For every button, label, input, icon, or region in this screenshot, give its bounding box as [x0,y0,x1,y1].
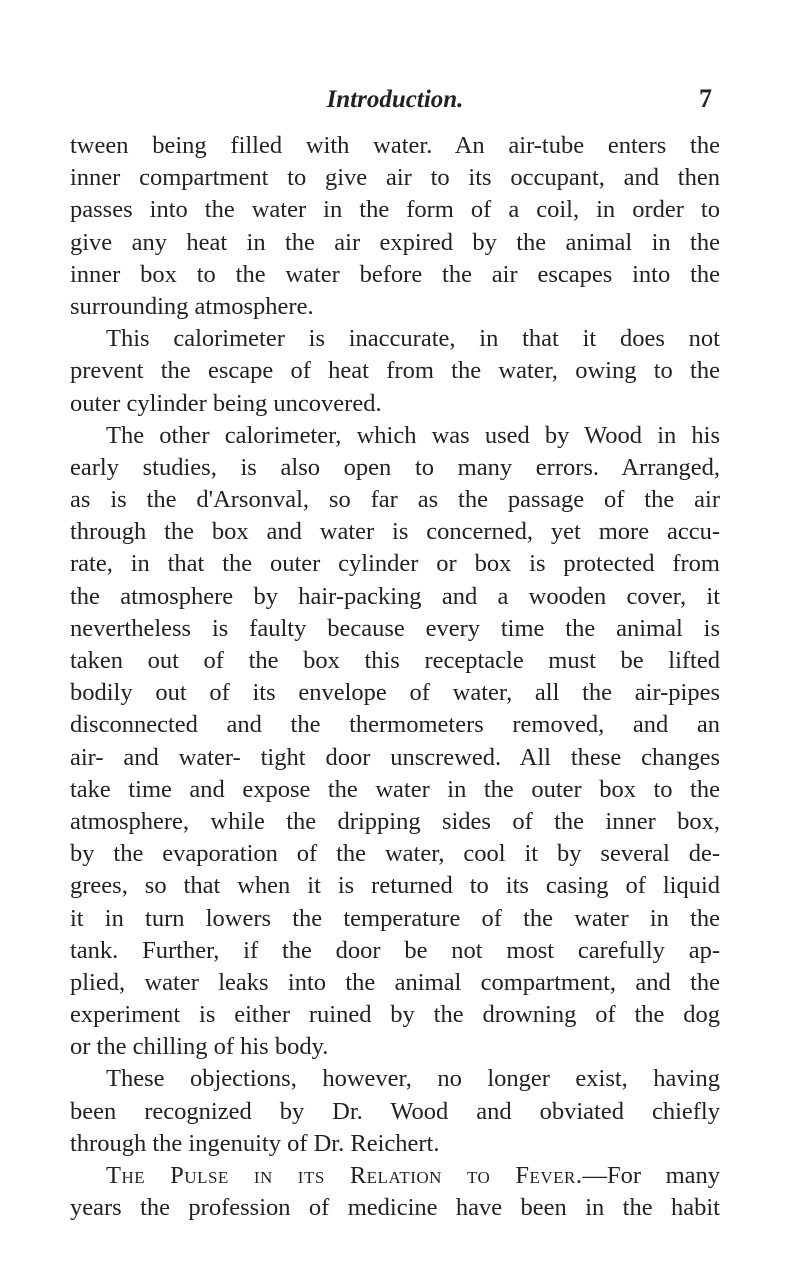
text-line: rate, in that the outer cylinder or box is protected from [70,550,720,578]
text-line: years the profession of medicine have been in the habit [70,1194,720,1222]
running-head [70,82,720,122]
text-line: through the ingenuity of Dr. Reichert. [70,1129,440,1157]
text-line: The other calorimeter, which was used by Wood in his [106,421,720,449]
text-line: bodily out of its envelope of water, all the air-pipes [70,679,720,707]
text-line: been recognized by Dr. Wood and obviated chiefly [70,1097,720,1125]
section-first-line-rest: —For many [582,1162,721,1189]
text-line: nevertheless is faulty because every time the animal is [70,614,720,642]
text-line: the atmosphere by hair-packing and a wooden cover, it [70,582,720,610]
text-line: tween being filled with water. An air-tube enters the [70,132,720,159]
section-heading: The Pulse in its Relation to Fever. [106,1162,583,1189]
text-line: give any heat in the air expired by the animal in the [70,228,720,256]
page-number: 7 [699,84,712,113]
text-line: as is the d'Arsonval, so far as the passage of the air [70,486,720,514]
text-line: outer cylinder being uncovered. [70,389,382,417]
section-heading-line [70,1160,720,1192]
text-line: taken out of the box this receptacle must be lifted [70,647,720,674]
text-line: grees, so that when it is returned to its casing of liquid [70,872,720,900]
text-line: inner compartment to give air to its occupant, and then [70,164,720,192]
text-line: prevent the escape of heat from the water, owing to the [70,357,720,385]
text-line: inner box to the water before the air escapes into the [70,260,720,288]
text-line: surrounding atmosphere. [70,292,314,320]
text-line: air- and water- tight door unscrewed. All these changes [70,743,720,771]
text-line: or the chilling of his body. [70,1033,329,1061]
page [70,82,720,1224]
text-line: it in turn lowers the temperature of the water in the [70,904,720,932]
text-line: take time and expose the water in the outer box to the [70,775,720,803]
text-line: This calorimeter is inaccurate, in that it does not [106,325,720,353]
text-line: passes into the water in the form of a coil, in order to [70,196,720,224]
body-text [70,130,720,1224]
text-line: experiment is either ruined by the drowning of the dog [70,1001,720,1029]
text-line: through the box and water is concerned, yet more accu- [70,518,720,546]
text-line: plied, water leaks into the animal compartment, and the [70,968,720,996]
text-line: early studies, is also open to many errors. Arranged, [70,453,720,481]
text-line: tank. Further, if the door be not most carefully ap- [70,936,720,964]
text-line: by the evaporation of the water, cool it by several de- [70,840,720,868]
running-title: Introduction. [326,86,464,113]
text-line: atmosphere, while the dripping sides of the inner box, [70,807,720,835]
text-line: These objections, however, no longer exist, having [106,1065,720,1093]
text-line: disconnected and the thermometers removed, and an [70,711,720,739]
